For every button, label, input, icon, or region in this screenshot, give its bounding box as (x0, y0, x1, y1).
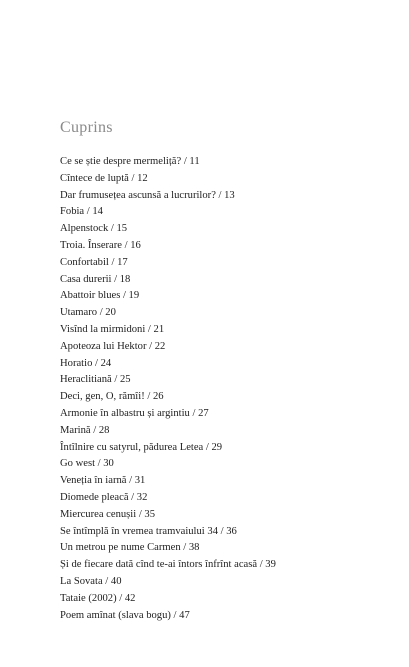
toc-entry: Ce se știe despre mermeliță? / 11 (60, 156, 200, 167)
toc-entry: Un metrou pe nume Carmen / 38 (60, 542, 200, 554)
toc-entry: Heraclitiană / 25 (60, 374, 131, 386)
toc-entry: Veneția în iarnă / 31 (60, 475, 146, 487)
toc-entry: Visînd la mirmidoni / 21 (60, 323, 165, 335)
toc-entry: Marină / 28 (60, 424, 110, 436)
toc-entry: Utamaro / 20 (60, 307, 116, 319)
toc-entry: Fobia / 14 (60, 206, 103, 218)
toc-entry: Alpenstock / 15 (60, 223, 128, 235)
toc-entry: Poem amînat (slava bogu) / 47 (60, 609, 190, 621)
toc-entry: Diomede pleacă / 32 (60, 491, 148, 503)
toc-entry: Casa durerii / 18 (60, 273, 131, 285)
toc-entry: Dar frumusețea ascunsă a lucrurilor? / 13 (60, 189, 235, 201)
toc-entry: Și de fiecare dată cînd te-ai întors înfrînt acasă / 39 (60, 559, 276, 571)
toc-entry: Confortabil / 17 (60, 256, 128, 268)
toc-entry: Troia. Înserare / 16 (60, 239, 141, 251)
toc-heading: Cuprins (60, 119, 113, 136)
toc-entry: Tataie (2002) / 42 (60, 592, 136, 604)
toc-entry: Apoteoza lui Hektor / 22 (60, 340, 166, 352)
toc-entry: Miercurea cenușii / 35 (60, 508, 156, 520)
toc-entry: Abattoir blues / 19 (60, 290, 140, 302)
toc-entry: Go west / 30 (60, 458, 114, 470)
toc-entry: Deci, gen, O, rămîi! / 26 (60, 391, 164, 403)
table-of-contents (60, 154, 390, 624)
toc-entry: Horatio / 24 (60, 357, 112, 369)
toc-entry: Armonie în albastru și argintiu / 27 (60, 407, 209, 419)
toc-entry: Cîntece de luptă / 12 (60, 172, 148, 184)
toc-entry: Se întîmplă în vremea tramvaiului 34 / 36 (60, 525, 237, 537)
toc-entry: Întîlnire cu satyrul, pădurea Letea / 29 (60, 441, 223, 453)
toc-entry: La Sovata / 40 (60, 575, 122, 587)
